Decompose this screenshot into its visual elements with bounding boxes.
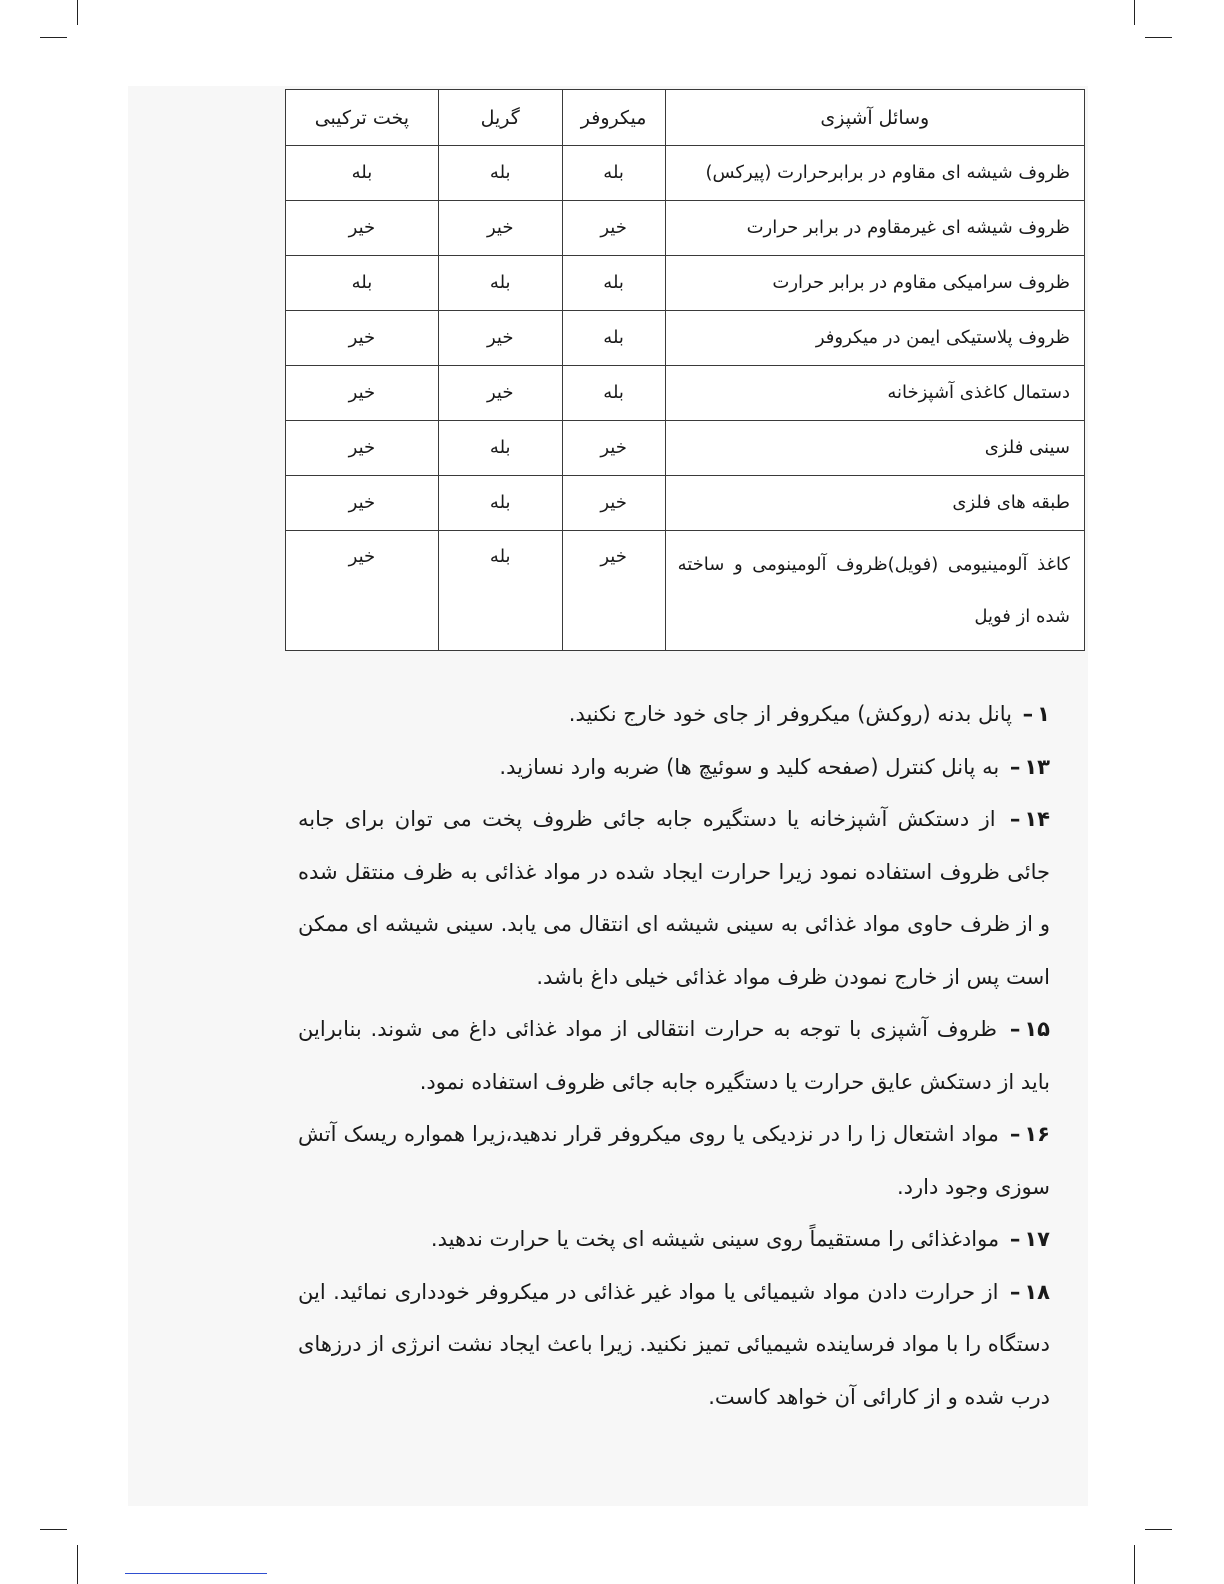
cell-combo: خیر xyxy=(286,476,439,531)
cell-item: کاغذ آلومینیومی (فویل)ظروف آلومینومی و ساخته شده از فویل xyxy=(665,531,1084,651)
cell-item: سینی فلزی xyxy=(665,421,1084,476)
cell-grill: بله xyxy=(438,421,562,476)
table-row xyxy=(286,311,1085,366)
cell-combo: بله xyxy=(286,146,439,201)
cell-combo: خیر xyxy=(286,311,439,366)
item-number: ۱۴ xyxy=(1024,807,1050,831)
cell-combo: خیر xyxy=(286,531,439,651)
cell-microwave: بله xyxy=(562,146,665,201)
table-row xyxy=(286,256,1085,311)
crop-mark xyxy=(77,0,78,25)
header-microwave: میکروفر xyxy=(562,90,665,146)
crop-mark xyxy=(1134,1545,1135,1584)
item-number: ۱۸ xyxy=(1024,1279,1050,1304)
cell-item: ظروف پلاستیکی ایمن در میکروفر xyxy=(665,311,1084,366)
footnote-separator xyxy=(125,1573,267,1574)
table-header-row xyxy=(286,90,1085,146)
crop-mark xyxy=(77,1545,78,1584)
header-item: وسائل آشپزی xyxy=(665,90,1084,146)
item-text: پانل بدنه (روکش) میکروفر از جای خود خارج نکنید. xyxy=(568,702,1012,726)
cookware-table xyxy=(285,89,1085,651)
cell-grill: خیر xyxy=(438,366,562,421)
crop-mark xyxy=(40,37,67,38)
list-item: ۱۳– به پانل کنترل (صفحه کلید و سوئیچ ها) ضربه وارد نسازید. xyxy=(499,754,1050,779)
item-number: ۱۵ xyxy=(1024,1017,1050,1041)
item-text: از حرارت دادن مواد شیمیائی یا مواد غیر غذائی در میکروفر خودداری نمائید. این دستگاه را با مواد فرساینده شیمیائی تمیز نکنید. زیرا باعث ایجاد نشت انرژی از درزهای درب شده و از کارائی آن خواهد کاست. xyxy=(298,1279,1050,1409)
cell-grill: بله xyxy=(438,531,562,651)
item-text: مواد اشتعال زا را در نزدیکی یا روی میکروفر قرار ندهید،زیرا همواره ریسک آتش سوزی وجود دارد. xyxy=(298,1122,1050,1199)
crop-mark xyxy=(40,1529,67,1530)
cell-combo: خیر xyxy=(286,201,439,256)
list-item: ۱۴– از دستکش آشپزخانه یا دستگیره جابه جائی ظروف پخت می توان برای جابه جائی ظروف استفاده نمود زیرا حرارت ایجاد شده در مواد غذائی به ظرف منتقل شده و از ظرف حاوی مواد غذائی به سینی شیشه ای انتقال می یابد. سینی شیشه ای ممکن است پس از خارج نمودن ظرف مواد غذائی خیلی داغ باشد. xyxy=(298,807,1050,989)
table-row xyxy=(286,476,1085,531)
cell-microwave: خیر xyxy=(562,201,665,256)
table-row xyxy=(286,146,1085,201)
cell-item: ظروف شیشه ای مقاوم در برابرحرارت (پیرکس) xyxy=(665,146,1084,201)
table-row xyxy=(286,201,1085,256)
cell-microwave: خیر xyxy=(562,531,665,651)
cell-grill: بله xyxy=(438,256,562,311)
safety-instructions xyxy=(298,688,1050,1423)
list-item: ۱۶– مواد اشتعال زا را در نزدیکی یا روی میکروفر قرار ندهید،زیرا همواره ریسک آتش سوزی وجود دارد. xyxy=(298,1122,1050,1199)
cell-item: دستمال کاغذی آشپزخانه xyxy=(665,366,1084,421)
item-number: ۱۷ xyxy=(1024,1227,1050,1251)
item-number: ۱۶ xyxy=(1024,1122,1050,1146)
cell-microwave: خیر xyxy=(562,421,665,476)
item-number: ۱۳ xyxy=(1024,754,1050,779)
table-row xyxy=(286,421,1085,476)
cell-microwave: بله xyxy=(562,366,665,421)
cell-combo: بله xyxy=(286,256,439,311)
cell-combo: خیر xyxy=(286,421,439,476)
cell-microwave: بله xyxy=(562,311,665,366)
header-combo: پخت ترکیبی xyxy=(286,90,439,146)
cell-grill: بله xyxy=(438,146,562,201)
item-text: به پانل کنترل (صفحه کلید و سوئیچ ها) ضربه وارد نسازید. xyxy=(499,754,1000,779)
cell-microwave: بله xyxy=(562,256,665,311)
crop-mark xyxy=(1145,1529,1172,1530)
item-text: از دستکش آشپزخانه یا دستگیره جابه جائی ظروف پخت می توان برای جابه جائی ظروف استفاده نمود زیرا حرارت ایجاد شده در مواد غذائی به ظرف منتقل شده و از ظرف حاوی مواد غذائی به سینی شیشه ای انتقال می یابد. سینی شیشه ای ممکن است پس از خارج نمودن ظرف مواد غذائی خیلی داغ باشد. xyxy=(298,807,1050,989)
cell-item: ظروف شیشه ای غیرمقاوم در برابر حرارت xyxy=(665,201,1084,256)
crop-mark xyxy=(1145,37,1172,38)
list-item: ۱– پانل بدنه (روکش) میکروفر از جای خود خارج نکنید. xyxy=(568,702,1050,726)
item-text: موادغذائی را مستقیماً روی سینی شیشه ای پخت یا حرارت ندهید. xyxy=(430,1227,1000,1251)
table-row xyxy=(286,366,1085,421)
cell-item: طبقه های فلزی xyxy=(665,476,1084,531)
table-row xyxy=(286,531,1085,651)
cell-grill: بله xyxy=(438,476,562,531)
item-text: ظروف آشپزی با توجه به حرارت انتقالی از مواد غذائی داغ می شوند. بنابراین باید از دستکش عایق حرارت یا دستگیره جابه جائی ظروف استفاده نمود. xyxy=(298,1017,1050,1094)
header-grill: گریل xyxy=(438,90,562,146)
list-item: ۱۸– از حرارت دادن مواد شیمیائی یا مواد غیر غذائی در میکروفر خودداری نمائید. این دستگاه را با مواد فرساینده شیمیائی تمیز نکنید. زیرا باعث ایجاد نشت انرژی از درزهای درب شده و از کارائی آن خواهد کاست. xyxy=(298,1279,1050,1409)
cell-microwave: خیر xyxy=(562,476,665,531)
list-item: ۱۵– ظروف آشپزی با توجه به حرارت انتقالی از مواد غذائی داغ می شوند. بنابراین باید از دستکش عایق حرارت یا دستگیره جابه جائی ظروف استفاده نمود. xyxy=(298,1017,1050,1094)
cell-grill: خیر xyxy=(438,201,562,256)
cell-grill: خیر xyxy=(438,311,562,366)
cell-item: ظروف سرامیکی مقاوم در برابر حرارت xyxy=(665,256,1084,311)
list-item: ۱۷– موادغذائی را مستقیماً روی سینی شیشه ای پخت یا حرارت ندهید. xyxy=(430,1227,1050,1251)
cell-combo: خیر xyxy=(286,366,439,421)
item-number: ۱ xyxy=(1037,702,1050,726)
crop-mark xyxy=(1134,0,1135,25)
